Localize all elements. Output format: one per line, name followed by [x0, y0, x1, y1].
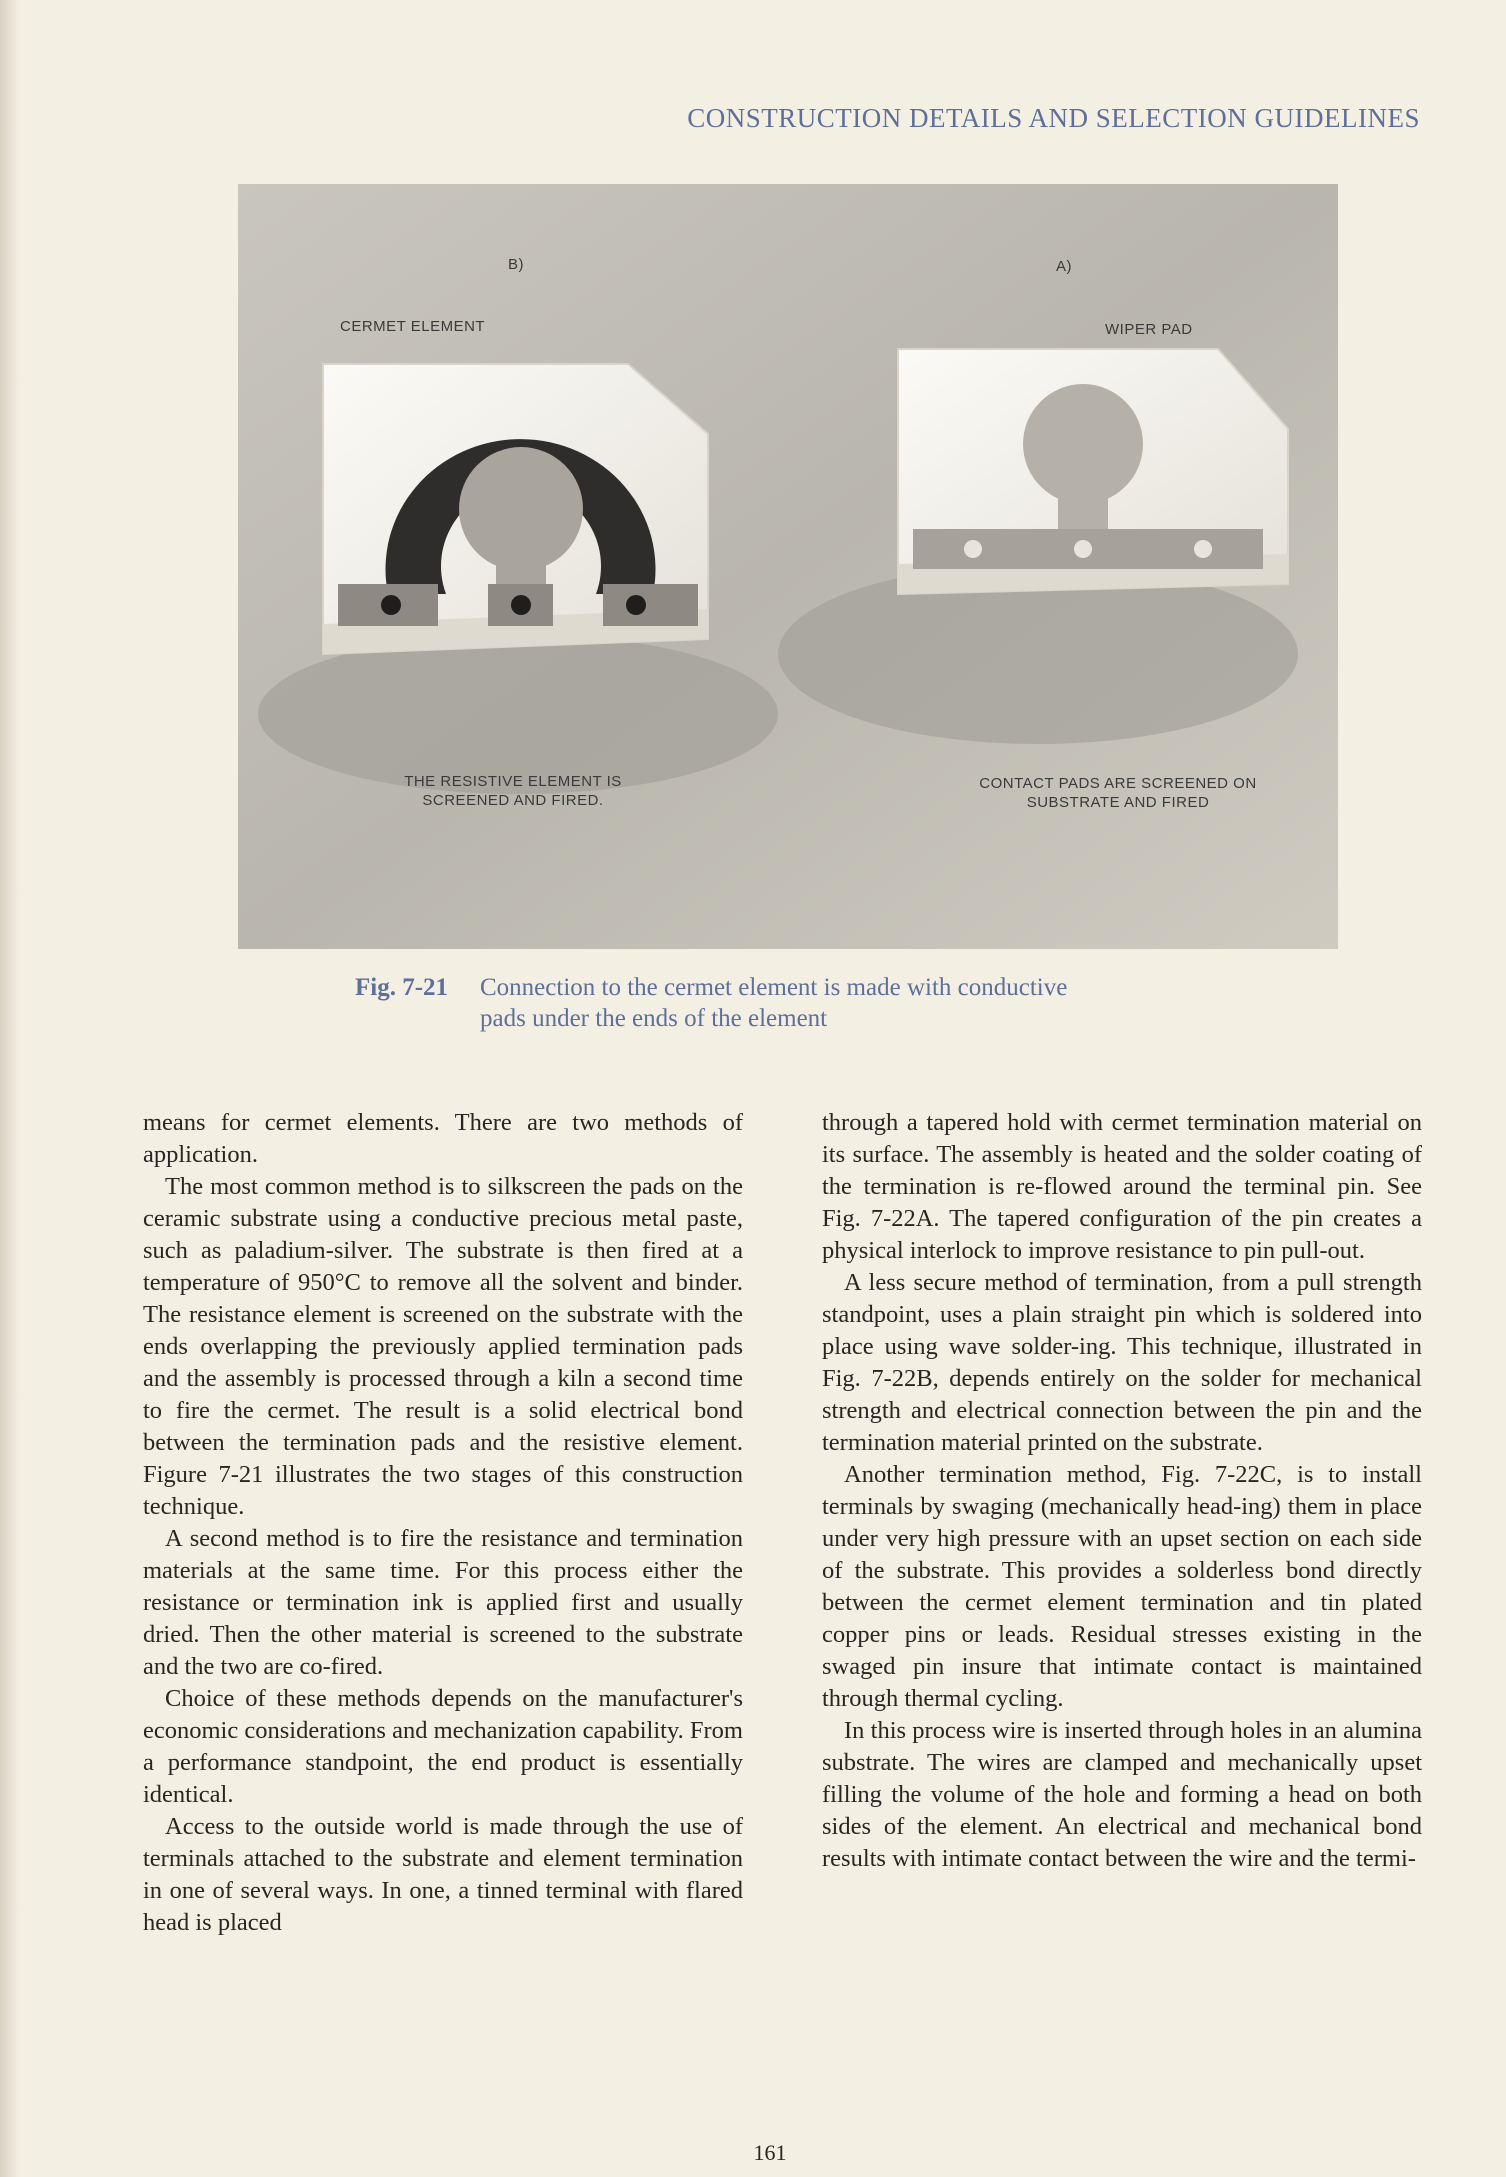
figure-photo: [238, 184, 1338, 949]
right-column: [822, 1107, 1422, 1875]
running-head: CONSTRUCTION DETAILS AND SELECTION GUIDELINES: [687, 103, 1420, 133]
wiper-pad-substrate: [898, 349, 1288, 594]
paragraph: Another termination method, Fig. 7-22C, is to install terminals by swaging (mechanically head-ing) them in place under very high pressure with an upset section on each side of the substrate. This provides a solderless bond directly between the cermet element termination and tin plated copper pins or leads. Residual stresses existing in the swaged pin insure that intimate contact is maintained through thermal cycling.: [822, 1461, 1422, 1712]
label-a-marker: A): [1056, 258, 1072, 275]
page-number: 161: [753, 2140, 787, 2165]
paragraph: A less secure method of termination, from a pull strength standpoint, uses a plain straight pin which is soldered into place using wave solder-ing. This technique, illustrated in Fig. 7-22B, depends entirely on the solder for mechanical strength and electrical connection between the pin and the termination material printed on the substrate.: [822, 1269, 1422, 1456]
label-contact-note-line1: CONTACT PADS ARE SCREENED ON: [979, 775, 1257, 792]
paragraph: The most common method is to silkscreen the pads on the ceramic substrate using a conductive precious metal paste, such as paladium-silver. The substrate is then fired at a temperature of 950°C to remove all the solvent and binder. The resistance element is screened on the substrate with the ends overlapping the previously applied termination pads and the assembly is processed through a kiln a second time to fire the cermet. The result is a solid electrical bond between the termination pads and the resistive element. Figure 7-21 illustrates the two stages of this construction technique.: [143, 1173, 743, 1520]
paragraph: Choice of these methods depends on the manufacturer's economic considerations and mechanization capability. From a performance standpoint, the end product is essentially identical.: [143, 1685, 743, 1808]
paragraph: A second method is to fire the resistance and termination materials at the same time. For this process either the resistance or termination ink is applied first and usually dried. Then the other material is screened to the substrate and the two are co-fired.: [143, 1525, 743, 1680]
label-resistive-note-line1: THE RESISTIVE ELEMENT IS: [404, 773, 622, 790]
figure-number: Fig. 7-21: [355, 974, 449, 1001]
paragraph: Access to the outside world is made through the use of terminals attached to the substrate and element termination in one of several ways. In one, a tinned terminal with flared head is placed: [143, 1813, 743, 1936]
caption-line1: Connection to the cermet element is made with conductive: [480, 974, 1068, 1001]
paragraph: means for cermet elements. There are two methods of application.: [143, 1109, 743, 1168]
figure-caption: [355, 972, 1255, 1034]
label-b-marker: B): [508, 256, 524, 273]
label-contact-note: [938, 774, 1298, 812]
paragraph: through a tapered hold with cermet termination material on its surface. The assembly is heated and the solder coating of the termination is re-flowed around the terminal pin. See Fig. 7-22A. The tapered configuration of the pin creates a physical interlock to improve resistance to pin pull-out.: [822, 1109, 1422, 1264]
caption-line2: pads under the ends of the element: [480, 1005, 828, 1032]
label-cermet-element: CERMET ELEMENT: [340, 318, 486, 335]
label-contact-note-line2: SUBSTRATE AND FIRED: [1026, 794, 1210, 811]
left-column: [143, 1107, 743, 1939]
cermet-element-substrate: [323, 364, 708, 654]
photo-graphic: [238, 184, 1338, 949]
label-wiper-pad: WIPER PAD: [1105, 321, 1193, 338]
page-edge: [0, 0, 20, 2177]
label-resistive-note: [348, 772, 678, 810]
label-resistive-note-line2: SCREENED AND FIRED.: [422, 792, 604, 809]
paragraph: In this process wire is inserted through holes in an alumina substrate. The wires are clamped and mechanically upset filling the volume of the hole and forming a head on both sides of the element. An electrical and mechanical bond results with intimate contact between the wire and the termi-: [822, 1717, 1422, 1872]
